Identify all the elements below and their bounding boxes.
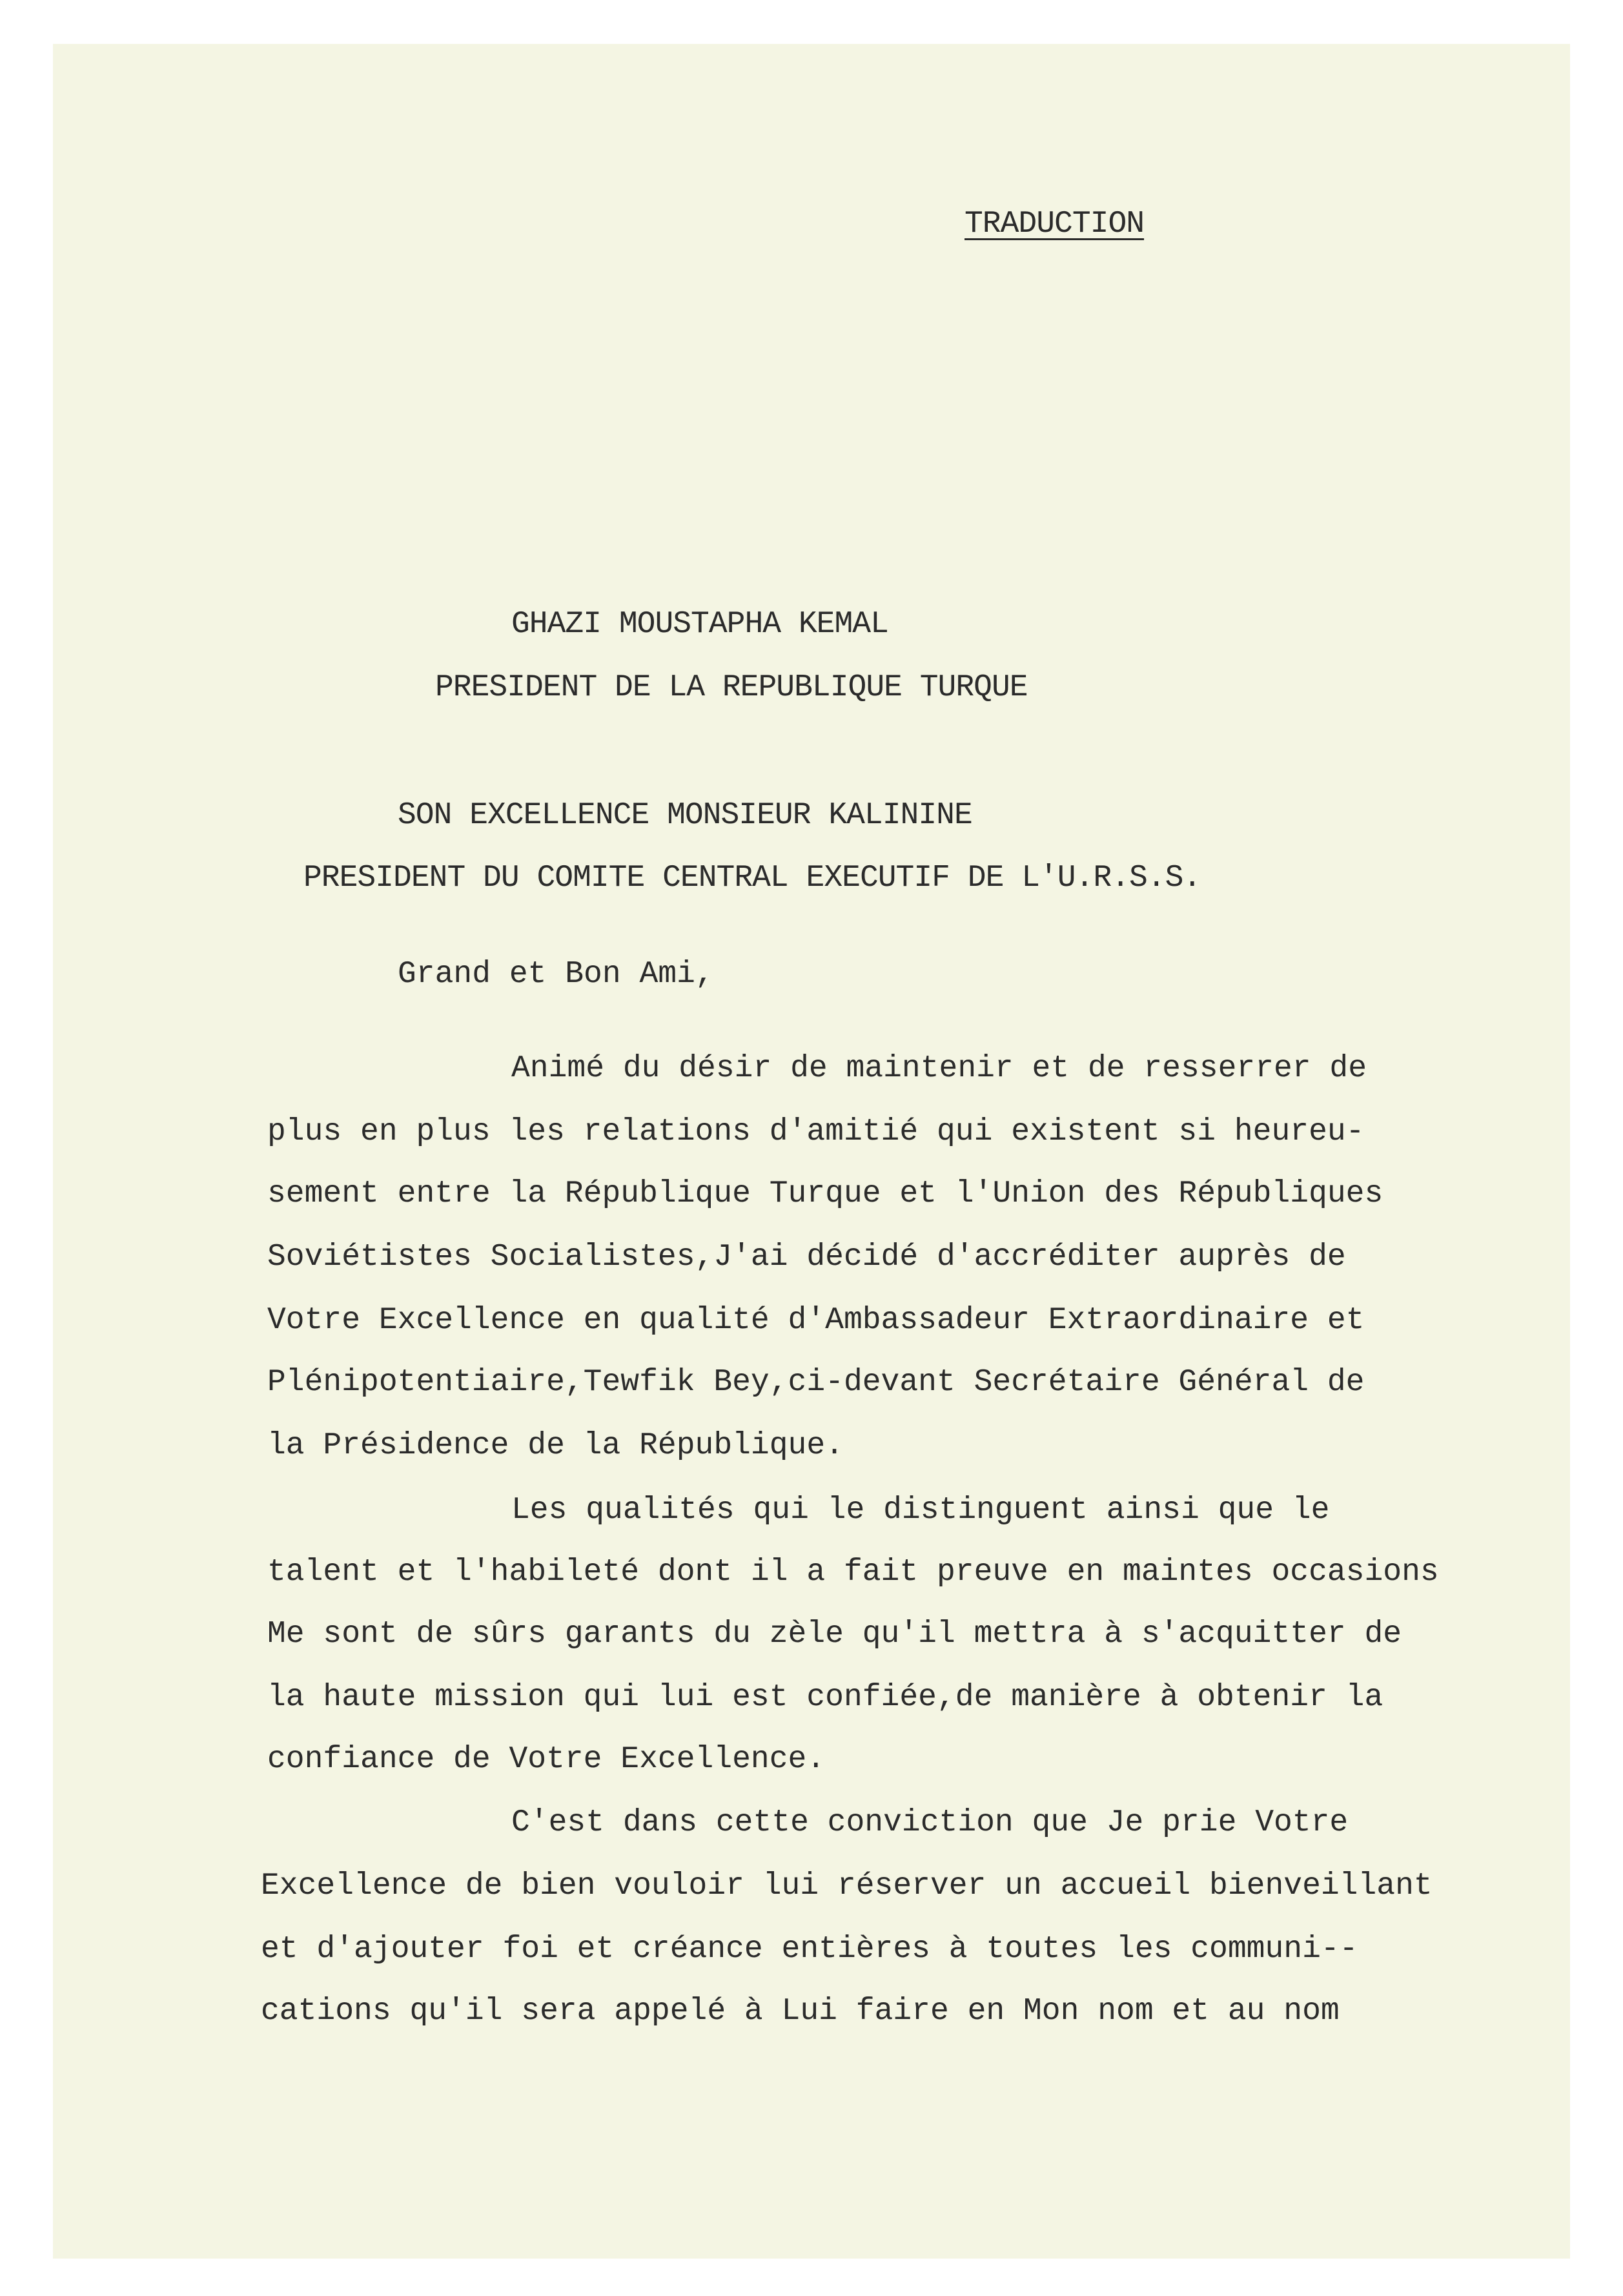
body-line: Excellence de bien vouloir lui réserver un accueil bienveillant bbox=[261, 1869, 1433, 1903]
body-line: Votre Excellence en qualité d'Ambassadeur Extraordinaire et bbox=[267, 1303, 1365, 1338]
document-title: TRADUCTION bbox=[965, 207, 1145, 241]
sender-title: PRESIDENT DE LA REPUBLIQUE TURQUE bbox=[435, 670, 1028, 705]
sender-name: GHAZI MOUSTAPHA KEMAL bbox=[511, 607, 888, 642]
recipient-name: SON EXCELLENCE MONSIEUR KALININE bbox=[398, 798, 972, 833]
body-line: Me sont de sûrs garants du zèle qu'il mettra à s'acquitter de bbox=[267, 1617, 1402, 1652]
recipient-title: PRESIDENT DU COMITE CENTRAL EXECUTIF DE L'U.R.S.S. bbox=[303, 861, 1201, 896]
body-line: Soviétistes Socialistes,J'ai décidé d'accréditer auprès de bbox=[267, 1240, 1346, 1275]
body-line: Plénipotentiaire,Tewfik Bey,ci-devant Secrétaire Général de bbox=[267, 1365, 1365, 1400]
body-line: et d'ajouter foi et créance entières à toutes les communi-- bbox=[261, 1932, 1358, 1967]
body-line: Les qualités qui le distinguent ainsi que le bbox=[511, 1493, 1330, 1528]
body-line: plus en plus les relations d'amitié qui existent si heureu- bbox=[267, 1114, 1365, 1149]
body-line: Animé du désir de maintenir et de resserrer de bbox=[511, 1051, 1367, 1086]
body-line: la Présidence de la République. bbox=[267, 1428, 844, 1463]
salutation: Grand et Bon Ami, bbox=[398, 957, 714, 992]
body-line: cations qu'il sera appelé à Lui faire en Mon nom et au nom bbox=[261, 1994, 1340, 2029]
body-line: la haute mission qui lui est confiée,de manière à obtenir la bbox=[267, 1680, 1383, 1715]
body-line: talent et l'habileté dont il a fait preuve en maintes occasions bbox=[267, 1555, 1439, 1590]
body-line: C'est dans cette conviction que Je prie Votre bbox=[511, 1805, 1349, 1840]
body-line: confiance de Votre Excellence. bbox=[267, 1742, 826, 1777]
body-line: sement entre la République Turque et l'Union des Républiques bbox=[267, 1176, 1383, 1211]
document-page bbox=[53, 44, 1570, 2259]
